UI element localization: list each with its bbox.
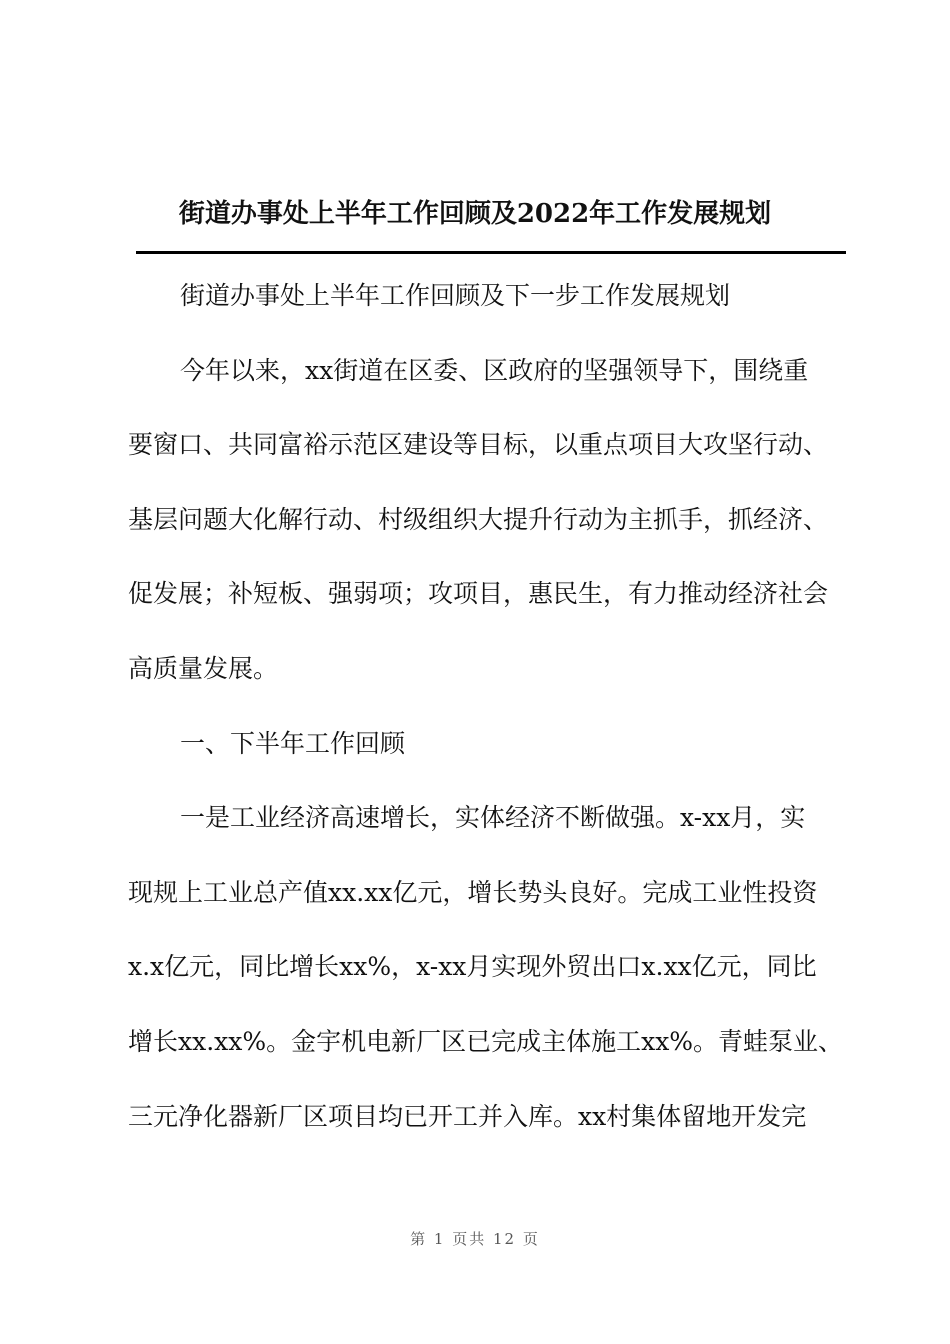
body-line: 街道办事处上半年工作回顾及下一步工作发展规划 <box>180 281 731 310</box>
body-line: x.x亿元，同比增长xx%，x-xx月实现外贸出口x.xx亿元，同比 <box>128 952 817 982</box>
body-line: 三元净化器新厂区项目均已开工并入库。xx村集体留地开发完 <box>128 1101 807 1131</box>
body-line: 现规上工业总产值xx.xx亿元，增长势头良好。完成工业性投资 <box>128 877 818 907</box>
page-footer: 第 1 页共 12 页 <box>410 1230 540 1248</box>
body-line: 今年以来，xx街道在区委、区政府的坚强领导下，围绕重 <box>180 355 809 385</box>
title-divider <box>136 251 846 254</box>
body-line: 高质量发展。 <box>128 653 279 683</box>
body-line: 要窗口、共同富裕示范区建设等目标，以重点项目大攻坚行动、 <box>128 430 829 460</box>
page-title: 街道办事处上半年工作回顾及2022年工作发展规划 <box>178 199 772 229</box>
body-line: 促发展；补短板、强弱项；攻项目，惠民生，有力推动经济社会 <box>128 579 829 609</box>
body-line: 增长xx.xx%。金宇机电新厂区已完成主体施工xx%。青蛙泵业、 <box>128 1026 844 1056</box>
body-line: 一是工业经济高速增长，实体经济不断做强。x-xx月，实 <box>180 803 806 833</box>
body-line: 一、下半年工作回顾 <box>180 728 406 758</box>
body-line: 基层问题大化解行动、村级组织大提升行动为主抓手，抓经济、 <box>128 504 829 534</box>
document-body <box>128 269 848 1164</box>
